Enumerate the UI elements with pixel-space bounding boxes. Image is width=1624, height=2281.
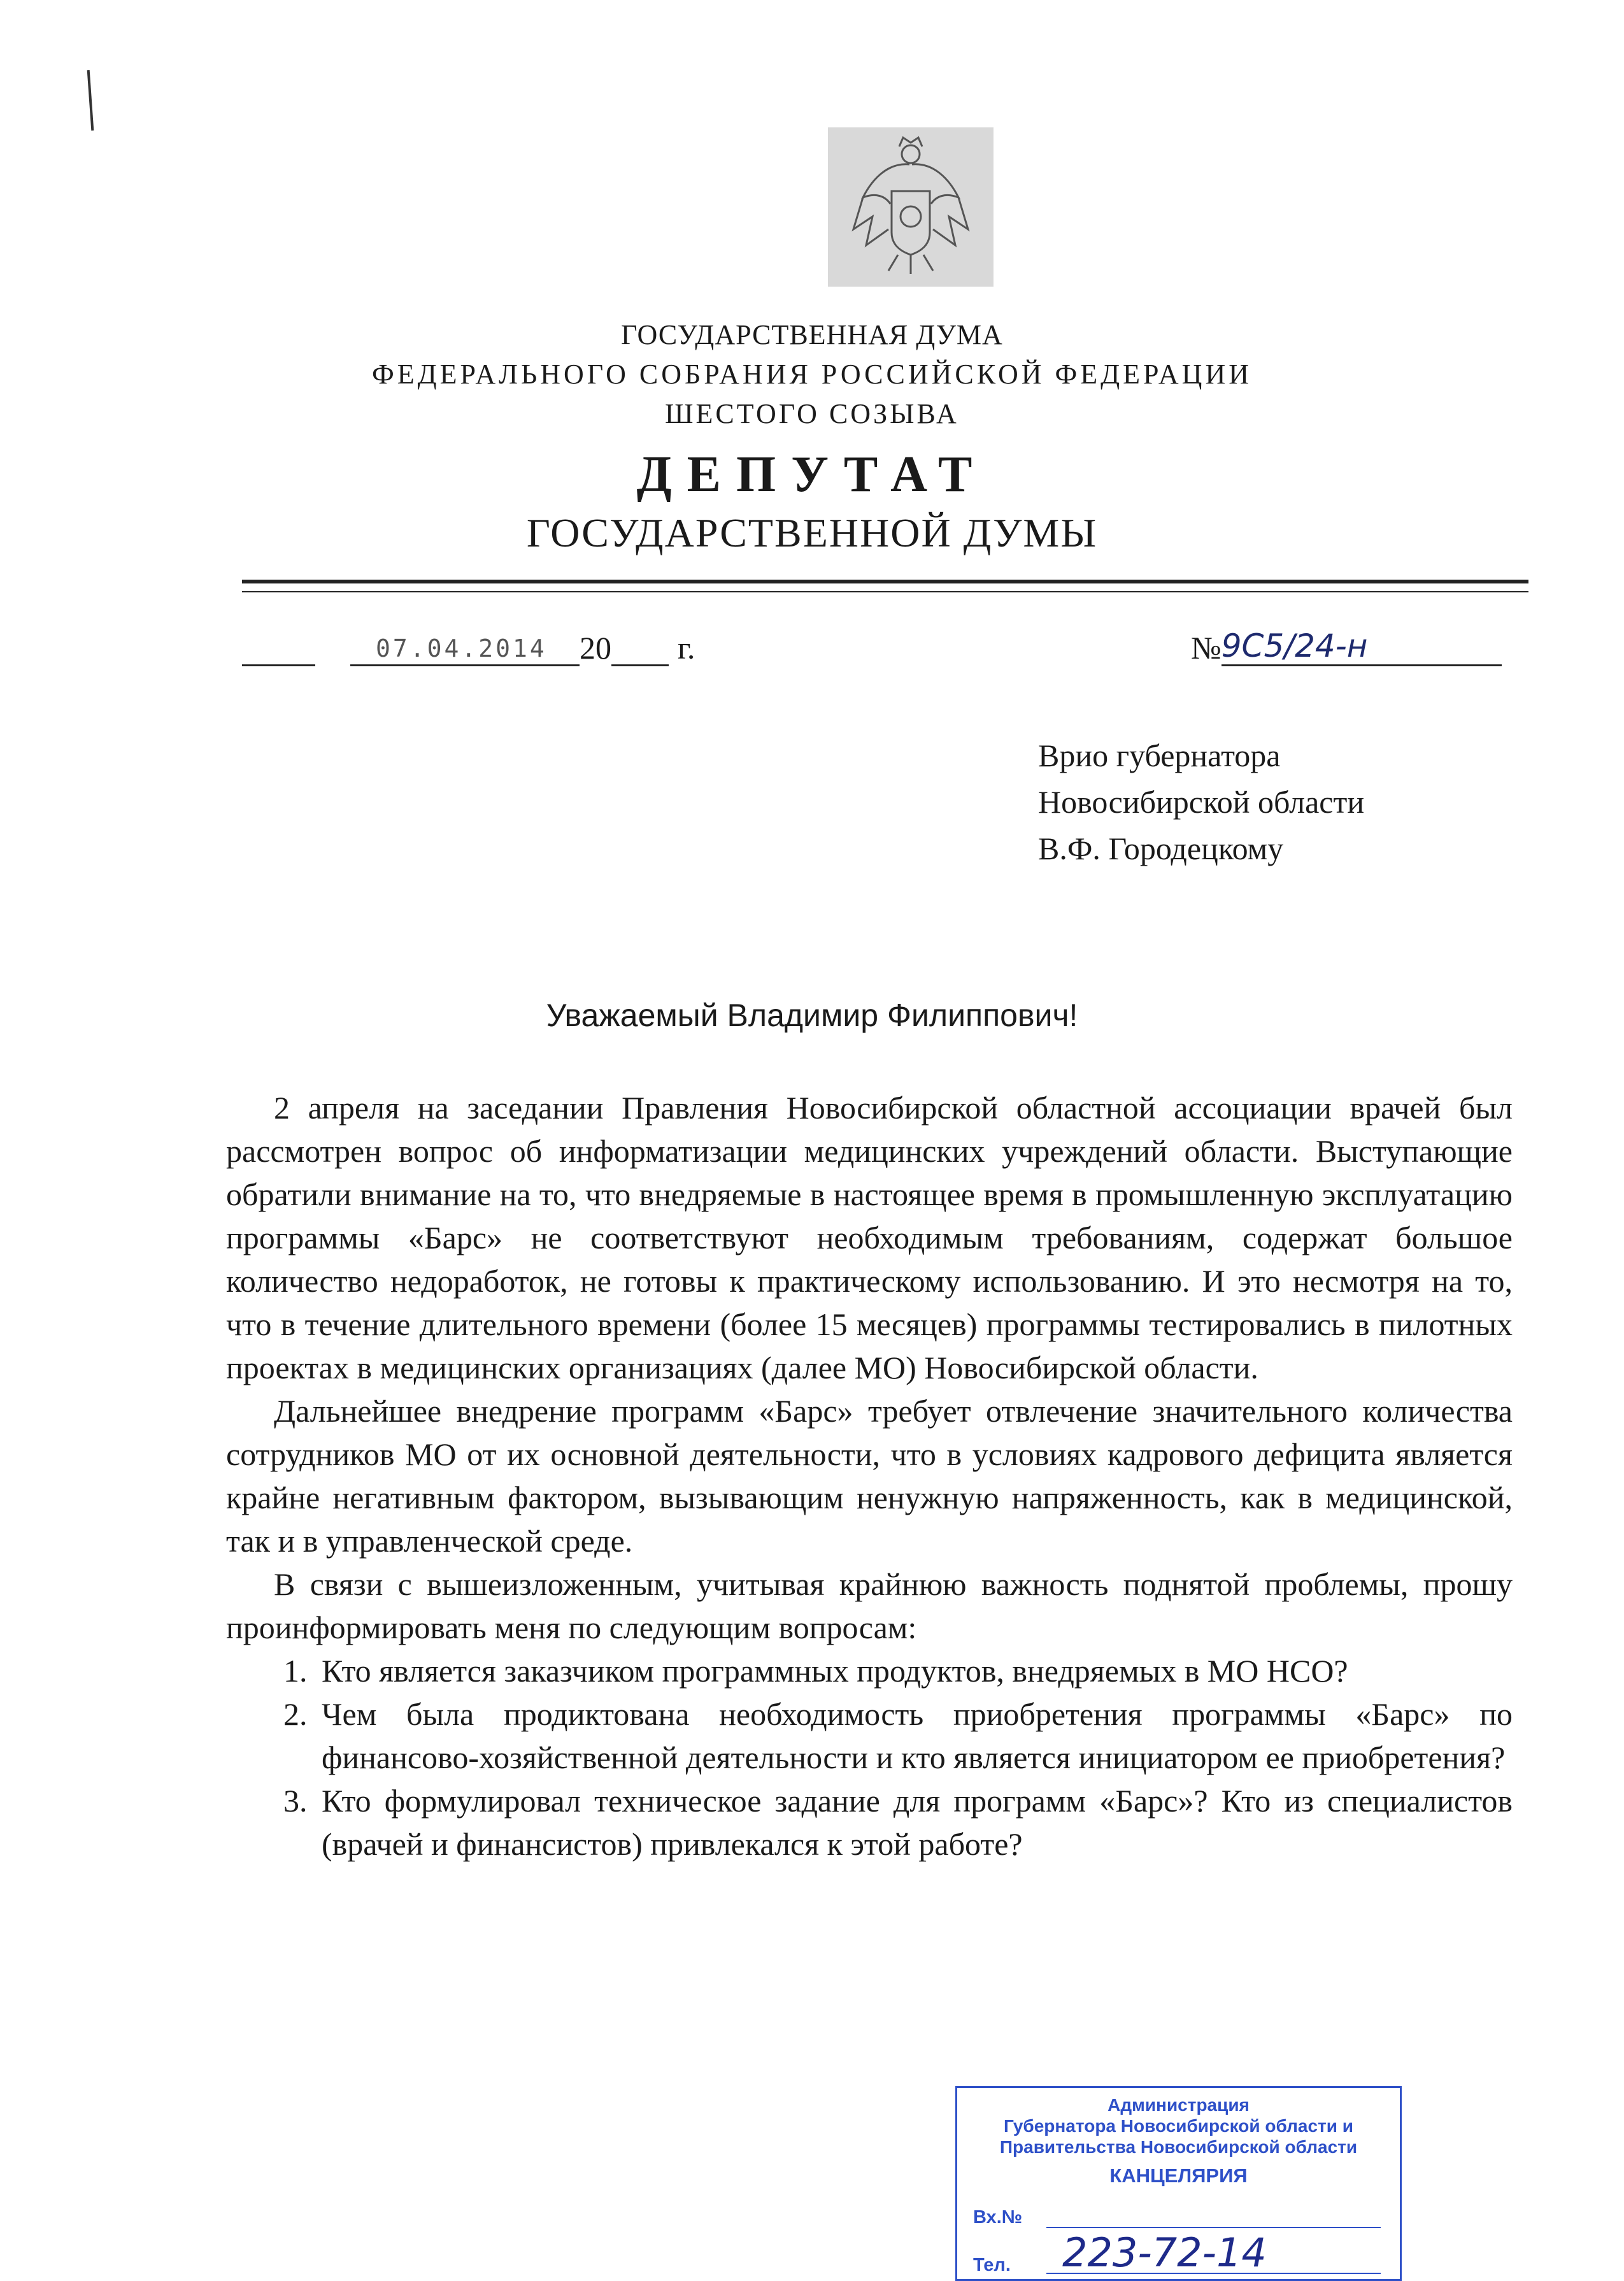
addressee-line-1: Врио губернатора	[1038, 738, 1281, 773]
header-rule-thick	[242, 580, 1528, 583]
letterhead-subtitle: ГОСУДАРСТВЕННОЙ ДУМЫ	[526, 510, 1098, 555]
stamp-incoming-field	[1046, 2227, 1381, 2228]
questions-list	[226, 1649, 1513, 1866]
letter-body	[226, 1086, 1513, 1866]
number-handwritten: 9С5/24-н	[1222, 627, 1502, 666]
org-line-2: ФЕДЕРАЛЬНОГО СОБРАНИЯ РОССИЙСКОЙ ФЕДЕРАЦИИ	[371, 359, 1252, 390]
stamp-phone-label: Тел.	[973, 2255, 1011, 2275]
year-prefix: 20	[580, 630, 611, 666]
question-item: 2. Чем была продиктована необходимость приобретения программы «Барс» по финансово-хозяйственной деятельности и кто является инициатором ее приобретения?	[315, 1692, 1513, 1779]
paragraph-3: В связи с вышеизложенным, учитывая крайнюю важность поднятой проблемы, прошу проинформировать меня по следующим вопросам:	[226, 1566, 1513, 1645]
stamp-phone-value: 223-72-14	[1062, 2229, 1267, 2276]
day-blank	[242, 664, 315, 666]
question-item: 1. Кто является заказчиком программных продуктов, внедряемых в МО НСО?	[315, 1649, 1513, 1692]
date-blank	[350, 627, 580, 666]
stamp-line-3: Правительства Новосибирской области	[999, 2137, 1358, 2157]
stamped-date: 07.04.2014	[376, 634, 547, 662]
stamp-line-4: КАНЦЕЛЯРИЯ	[1109, 2164, 1248, 2187]
org-line-3: ШЕСТОГО СОЗЫВА	[665, 398, 959, 429]
stamp-line-1: Администрация	[1108, 2095, 1250, 2115]
org-line-1: ГОСУДАРСТВЕННАЯ ДУМА	[621, 319, 1003, 350]
addressee-block	[1038, 733, 1364, 872]
addressee-line-3: В.Ф. Городецкому	[1038, 831, 1284, 866]
header-rule-thin	[242, 591, 1528, 592]
paragraph-2: Дальнейшее внедрение программ «Барс» требует отвлечение значительного количества сотрудников МО от их основной деятельности, что в условиях кадрового дефицита является крайне негативным фактором, вызывающим ненужную напряженность, как в медицинской, так и в управленческой среде.	[226, 1393, 1513, 1559]
paragraph-1: 2 апреля на заседании Правления Новосибирской областной ассоциации врачей был рассмотрен вопрос об информатизации медицинских учреждений области. Выступающие обратили внимание на то, что внедряемые в настоящее время в промышленную эксплуатацию программы «Барс» не соответствуют необходимым требованиям, содержат большое количество недоработок, не готовы к практическому использованию. И это несмотря на то, что в течение длительного времени (более 15 месяцев) программы тестировались в пилотных проектах в медицинских организациях (далее МО) Новосибирской области.	[226, 1090, 1513, 1385]
registration-stamp	[955, 2086, 1402, 2281]
number-label: №	[1191, 630, 1222, 666]
question-item: 3. Кто формулировал техническое задание для программ «Барс»? Кто из специалистов (врачей и финансистов) привлекался к этой работе?	[315, 1779, 1513, 1866]
stamp-incoming-label: Вх.№	[973, 2207, 1023, 2227]
letterhead-title: ДЕПУТАТ	[636, 447, 988, 503]
year-suffix: г.	[678, 630, 695, 666]
margin-pen-mark	[87, 70, 94, 131]
greeting: Уважаемый Владимир Филиппович!	[546, 997, 1078, 1033]
russian-coat-of-arms-icon	[828, 127, 994, 287]
outgoing-number	[1191, 627, 1502, 666]
addressee-line-2: Новосибирской области	[1038, 784, 1365, 820]
date-line	[242, 627, 695, 666]
year-blank	[611, 664, 669, 666]
stamp-line-2: Губернатора Новосибирской области и	[1004, 2116, 1353, 2136]
